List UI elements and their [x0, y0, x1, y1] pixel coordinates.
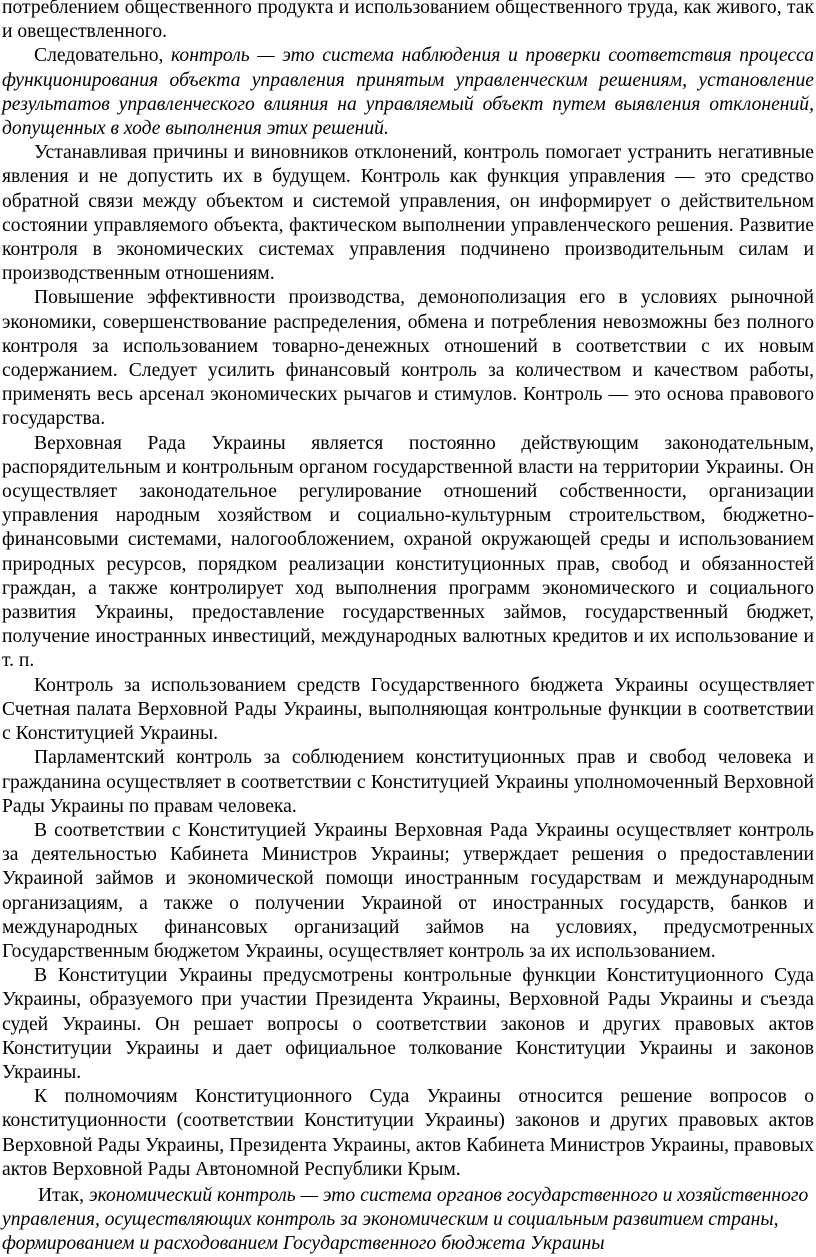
economic-control-definition-italic: экономический контроль — это система органов государственного и хозяйственного управления, осуществляющих контроль за экономическим и социальным развитием страны, формированием и расходованием Государственного бюджета Украины [2, 1184, 809, 1255]
paragraph-text: Парламентский контроль за соблюдением конституционных прав и свобод человека и гражданина осуществляет в соответствии с Конституцией Украины уполномоченный Верховной Рады Украины по правам человека. [2, 747, 814, 817]
paragraph-text: Верховная Рада Украины является постоянно действующим законодательным, распорядительным и контрольным органом государственной власти на территории Украины. Он осуществляет законодательное регулирование отношений собственности, организации управления народным хозяйством и социально-культурным строительством, бюджетно-финансовыми системами, налогообложением, охраной окружающей среды и использованием природных ресурсов, порядком реализации конституционных прав, свобод и обязанностей граждан, а также контролирует ход выполнения программ экономического и социального развития Украины, предоставление государственных займов, государственный бюджет, получение иностранных инвестиций, международных валютных кредитов и их использование и т. п. [2, 432, 814, 672]
paragraph-text: Устанавливая причины и виновников отклонений, контроль помогает устранить негативные явления и не допустить их в будущем. Контроль как функция управления — это средство обратной связи между объектом и системой управления, он информирует о действительном состоянии управляемого объекта, фактическом выполнении управленческого решения. Развитие контроля в экономических системах управления подчинено производительным силам и производственным отношениям. [2, 142, 814, 285]
paragraph-verkhovna-rada [2, 432, 814, 674]
paragraph-text: Контроль за использованием средств Государственного бюджета Украины осуществляет Счетная палата Верховной Рады Украины, выполняющая контрольные функции в соответствии с Конституцией Украины. [2, 674, 814, 745]
paragraph-text: Итак, [38, 1184, 89, 1206]
control-definition-italic: контроль — это система наблюдения и проверки соответствия процесса функционирования объекта управления принятым управленческим решениям, установление результатов управленческого влияния на управляемый объект путем выявления отклонений, допущенных в ходе выполнения этих решений. [2, 45, 814, 140]
paragraph-parliamentary-control [2, 746, 814, 819]
paragraph-text: потреблением общественного продукта и использованием общественного труда, как живого, так и овеществленного. [2, 0, 814, 43]
paragraph-accounting-chamber [2, 674, 814, 747]
paragraph-text: В Конституции Украины предусмотрены контрольные функции Конституционного Суда Украины, образуемого при участии Президента Украины, Верховной Рады Украины и съезда судей Украины. Он решает вопросы о соответствии законов и других правовых актов Конституции Украины и дает официальное толкование Конституции Украины и законов Украины. [2, 965, 814, 1083]
paragraph-cabinet-control [2, 819, 814, 964]
paragraph-text: К полномочиям Конституционного Суда Украины относится решение вопросов о конституционности (соответствии Конституции Украины) законов и других правовых актов Верховной Рады Украины, Президента Украины, актов Кабинета Министров Украины, правовых актов Верховной Рады Автономной Республики Крым. [2, 1086, 814, 1180]
paragraph-control-definition [2, 44, 814, 141]
paragraph-constitutional-court [2, 964, 814, 1085]
paragraph-economic-control-definition [2, 1184, 814, 1257]
paragraph-control-function [2, 141, 814, 286]
paragraph-text: Повышение эффективности производства, демонополизация его в условиях рыночной экономики, совершенствование распределения, обмена и потребления невозможны без полного контроля за использованием товарно-денежных отношений в соответствии с их новым содержанием. Следует усилить финансовый контроль за количеством и качеством работы, применять весь арсенал экономических рычагов и стимулов. Контроль — это основа правового государства. [2, 287, 814, 430]
paragraph-text: В соответствии с Конституцией Украины Верховная Рада Украины осуществляет контроль за деятельностью Кабинета Министров Украины; утверждает решения о предоставлении Украиной займов и экономической помощи иностранным государствам и международным организациям, а также о получении Украиной от иностранных государств, банков и международных финансовых организаций займов на условиях, предусмотренных Государственным бюджетом Украины, осуществляет контроль за их использованием. [2, 819, 814, 962]
paragraph-efficiency [2, 286, 814, 431]
paragraph-continuation [2, 0, 814, 44]
paragraph-court-powers [2, 1085, 814, 1182]
paragraph-text: Следовательно, [34, 45, 171, 67]
